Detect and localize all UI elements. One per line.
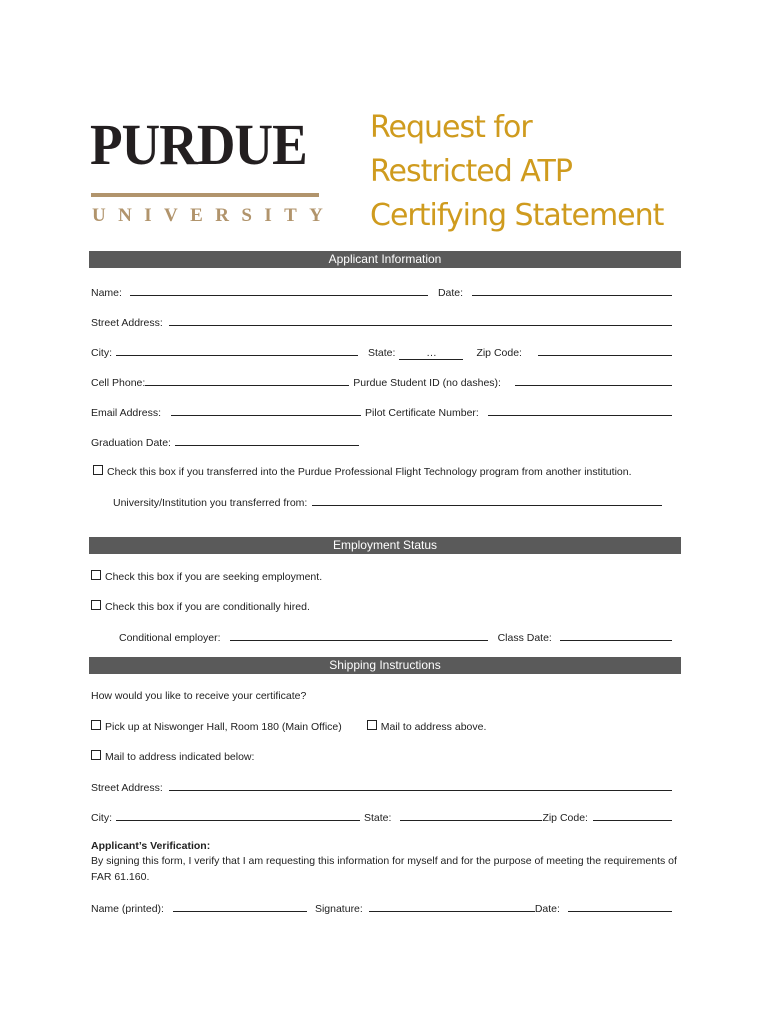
- mail-below-row: [91, 750, 672, 763]
- verification-heading: Applicant’s Verification:: [91, 840, 211, 852]
- ship-city-field[interactable]: [116, 810, 360, 821]
- zip-field[interactable]: [538, 345, 672, 356]
- signature-label: Signature:: [314, 903, 363, 915]
- graduation-row: [91, 435, 359, 449]
- cell-phone-field[interactable]: [145, 375, 349, 386]
- phone-id-row: [91, 375, 672, 389]
- signature-field[interactable]: [369, 901, 535, 912]
- shipping-question-row: [91, 690, 672, 702]
- pickup-mail-row: [91, 720, 672, 733]
- name-printed-field[interactable]: [173, 901, 307, 912]
- pickup-checkbox[interactable]: [91, 720, 101, 730]
- ship-zip-field[interactable]: [593, 810, 672, 821]
- transfer-from-field[interactable]: [312, 495, 662, 506]
- pickup-label: Pick up at Niswonger Hall, Room 180 (Main Office): [105, 721, 342, 733]
- form-title-line-3: Certifying Statement: [370, 198, 664, 233]
- seeking-employment-label: Check this box if you are seeking employment.: [105, 571, 323, 583]
- signature-date-label: Date:: [534, 903, 560, 915]
- transfer-from-label: University/Institution you transferred from:: [113, 497, 308, 509]
- city-state-zip-row: [91, 345, 672, 360]
- mail-above-label: Mail to address above.: [380, 721, 487, 733]
- name-field[interactable]: [130, 285, 428, 296]
- ship-city-label: City:: [91, 812, 112, 824]
- email-cert-row: [91, 405, 672, 419]
- name-date-row: [91, 285, 672, 299]
- transfer-check-label: Check this box if you transferred into the Purdue Professional Flight Technology program from another institution.: [107, 466, 632, 478]
- street-field[interactable]: [169, 315, 672, 326]
- class-date-label: Class Date:: [497, 632, 552, 644]
- form-title-line-2: Restricted ATP: [370, 154, 572, 189]
- pilot-cert-label: Pilot Certificate Number:: [365, 407, 479, 419]
- graduation-field[interactable]: [175, 435, 359, 446]
- university-logo-text: UNIVERSITY: [92, 205, 336, 226]
- date-label: Date:: [437, 287, 464, 299]
- email-label: Email Address:: [91, 407, 162, 419]
- street-label: Street Address:: [91, 317, 163, 329]
- street-row: [91, 315, 672, 329]
- graduation-label: Graduation Date:: [91, 437, 171, 449]
- logo-divider: [91, 193, 319, 197]
- state-field[interactable]: …: [399, 349, 463, 360]
- section-header-applicant: Applicant Information: [89, 251, 681, 268]
- ship-street-field[interactable]: [169, 780, 672, 791]
- city-label: City:: [91, 347, 112, 359]
- seeking-employment-checkbox[interactable]: [91, 570, 101, 580]
- form-title-line-1: Request for: [370, 110, 532, 145]
- conditional-hire-checkbox[interactable]: [91, 600, 101, 610]
- verification-text: By signing this form, I verify that I am requesting this information for myself and for the purpose of meeting the requirements of FAR 61.160.: [91, 855, 677, 883]
- city-field[interactable]: [116, 345, 358, 356]
- zip-label: Zip Code:: [476, 347, 522, 359]
- state-label: State:: [368, 347, 396, 359]
- conditional-employer-label: Conditional employer:: [119, 632, 221, 644]
- cell-phone-label: Cell Phone:: [91, 377, 146, 389]
- transfer-check-row: [93, 465, 672, 478]
- section-header-employment: Employment Status: [89, 537, 681, 554]
- section-header-shipping: Shipping Instructions: [89, 657, 681, 674]
- ship-zip-label: Zip Code:: [542, 812, 588, 824]
- name-label: Name:: [91, 287, 122, 299]
- class-date-field[interactable]: [560, 630, 672, 641]
- ship-state-label: State:: [364, 812, 392, 824]
- transfer-checkbox[interactable]: [93, 465, 103, 475]
- conditional-hire-row: [91, 600, 672, 613]
- seeking-employment-row: [91, 570, 672, 583]
- ship-street-row: [91, 780, 672, 794]
- student-id-label: Purdue Student ID (no dashes):: [353, 377, 501, 389]
- ship-state-field[interactable]: [400, 810, 542, 821]
- shipping-question: How would you like to receive your certificate?: [91, 690, 307, 702]
- pilot-cert-field[interactable]: [488, 405, 672, 416]
- conditional-employer-field[interactable]: [230, 630, 488, 641]
- signature-row: [91, 901, 672, 915]
- mail-below-label: Mail to address indicated below:: [105, 751, 255, 763]
- mail-above-checkbox[interactable]: [367, 720, 377, 730]
- ship-street-label: Street Address:: [91, 782, 163, 794]
- email-field[interactable]: [171, 405, 361, 416]
- ship-city-state-zip-row: [91, 810, 672, 824]
- student-id-field[interactable]: [515, 375, 672, 386]
- conditional-hire-label: Check this box if you are conditionally hired.: [105, 601, 310, 613]
- signature-date-field[interactable]: [568, 901, 672, 912]
- mail-below-checkbox[interactable]: [91, 750, 101, 760]
- employer-class-row: [119, 630, 672, 644]
- date-field[interactable]: [472, 285, 672, 296]
- name-printed-label: Name (printed):: [91, 903, 164, 915]
- transfer-from-row: [113, 495, 662, 509]
- purdue-logo-wordmark: PURDUE: [90, 112, 307, 177]
